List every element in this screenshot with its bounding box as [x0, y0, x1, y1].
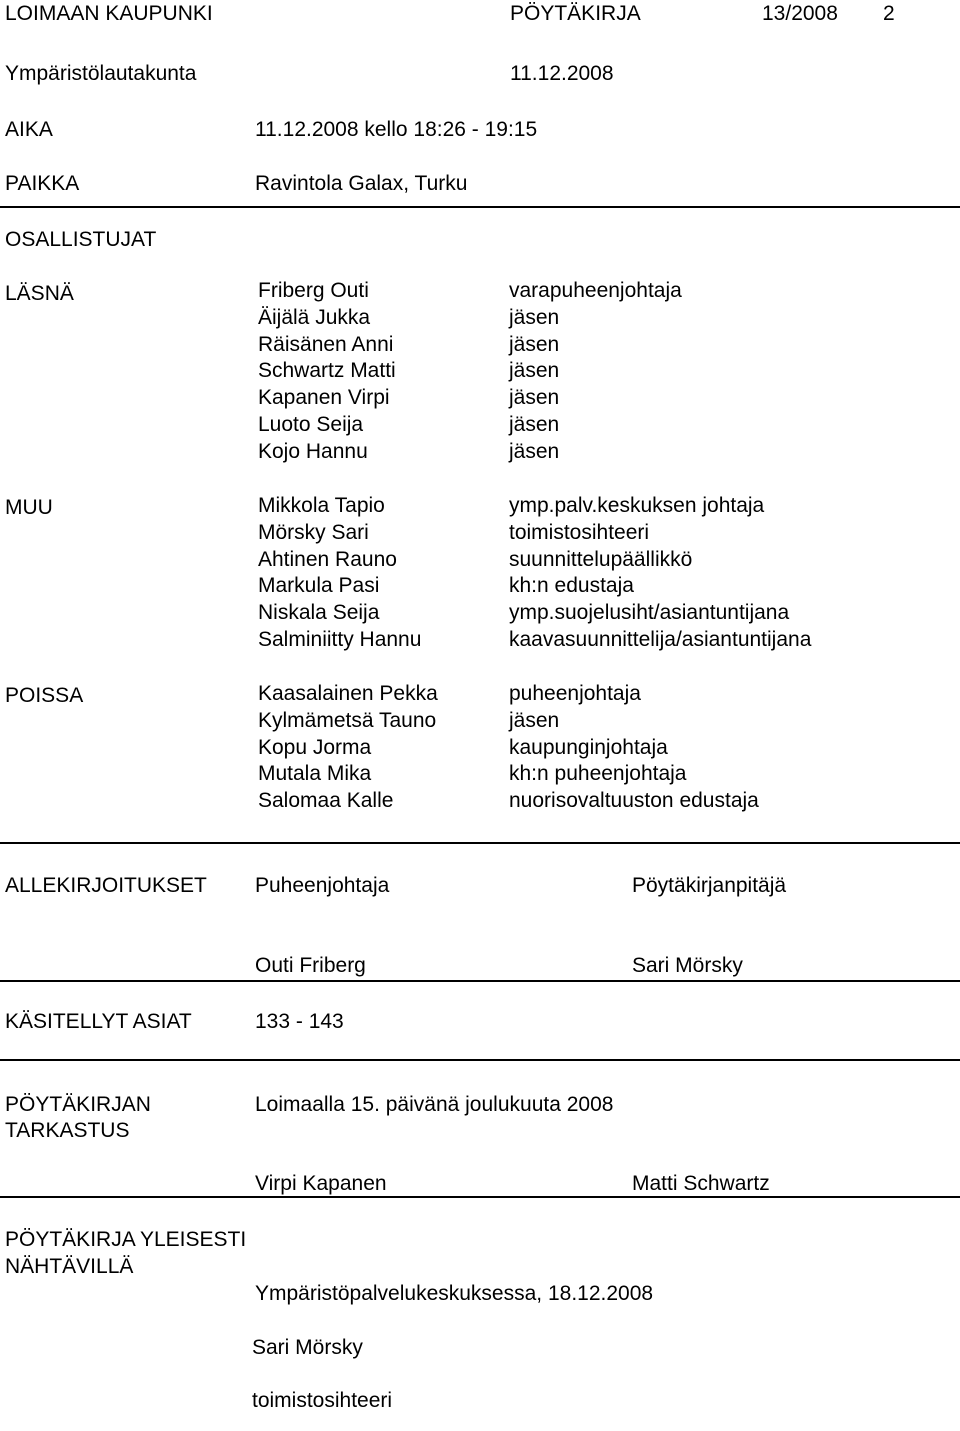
document-number: 13/2008: [762, 2, 838, 25]
public-signer-name: Sari Mörsky: [252, 1336, 363, 1359]
chair-title: Puheenjohtaja: [255, 874, 390, 897]
reviewer-2-name: Matti Schwartz: [632, 1172, 770, 1195]
divider: [0, 1059, 960, 1061]
time-label: AIKA: [5, 118, 53, 141]
participant-role: kaavasuunnittelija/asiantuntijana: [509, 627, 812, 651]
public-signer-title: toimistosihteeri: [252, 1389, 393, 1412]
participant-name: Kylmämetsä Tauno: [258, 708, 437, 732]
secretary-name: Sari Mörsky: [632, 954, 743, 977]
participant-role: jäsen: [509, 305, 560, 329]
participant-name: Äijälä Jukka: [258, 305, 371, 329]
participant-role: suunnittelupäällikkö: [509, 547, 693, 571]
participant-role: kaupunginjohtaja: [509, 735, 668, 759]
participant-role: nuorisovaltuuston edustaja: [509, 789, 759, 813]
participant-name: Schwartz Matti: [258, 359, 396, 383]
participant-role: puheenjohtaja: [509, 682, 641, 705]
participant-name: Markula Pasi: [258, 574, 380, 598]
participant-name: Salomaa Kalle: [258, 789, 394, 813]
divider: [0, 980, 960, 982]
participant-role: toimistosihteeri: [509, 520, 650, 544]
participant-role: kh:n edustaja: [509, 574, 634, 598]
participant-role: jäsen: [509, 412, 560, 436]
other-label: MUU: [5, 496, 53, 519]
present-label: LÄSNÄ: [5, 282, 74, 305]
time-value: 11.12.2008 kello 18:26 - 19:15: [255, 118, 538, 141]
committee-name: Ympäristölautakunta: [5, 62, 197, 85]
chair-name: Outi Friberg: [255, 954, 366, 977]
divider: [0, 1196, 960, 1198]
participant-role: jäsen: [509, 439, 560, 463]
divider: [0, 206, 960, 208]
absent-label: POISSA: [5, 684, 84, 707]
meeting-date: 11.12.2008: [510, 62, 614, 85]
participant-name: Mikkola Tapio: [258, 494, 385, 517]
place-value: Ravintola Galax, Turku: [255, 172, 468, 195]
review-place-date: Loimaalla 15. päivänä joulukuuta 2008: [255, 1093, 614, 1116]
participant-name: Räisänen Anni: [258, 332, 394, 356]
participant-role: jäsen: [509, 708, 560, 732]
city-name: LOIMAAN KAUPUNKI: [5, 2, 213, 25]
participant-name: Ahtinen Rauno: [258, 547, 397, 571]
participant-name: Kopu Jorma: [258, 735, 372, 759]
participant-name: Kapanen Virpi: [258, 386, 390, 410]
secretary-title: Pöytäkirjanpitäjä: [632, 874, 787, 897]
participant-name: Mutala Mika: [258, 762, 372, 786]
participant-role: jäsen: [509, 386, 560, 410]
document-type: PÖYTÄKIRJA: [510, 2, 641, 25]
participant-role: ymp.palv.keskuksen johtaja: [509, 494, 765, 517]
items-label: KÄSITELLYT ASIAT: [5, 1010, 192, 1033]
participant-name: Niskala Seija: [258, 601, 380, 625]
divider: [0, 842, 960, 844]
reviewer-1-name: Virpi Kapanen: [255, 1172, 387, 1195]
review-label-line1: PÖYTÄKIRJAN: [5, 1093, 151, 1116]
page-number: 2: [883, 2, 895, 25]
items-value: 133 - 143: [255, 1010, 344, 1033]
participant-name: Kaasalainen Pekka: [258, 682, 438, 705]
review-label-line2: TARKASTUS: [5, 1119, 130, 1142]
participant-name: Friberg Outi: [258, 279, 369, 302]
participant-role: kh:n puheenjohtaja: [509, 762, 687, 786]
participant-name: Luoto Seija: [258, 412, 364, 436]
public-label-line2: NÄHTÄVILLÄ: [5, 1255, 134, 1278]
signatures-label: ALLEKIRJOITUKSET: [5, 874, 207, 897]
public-label-line1: PÖYTÄKIRJA YLEISESTI: [5, 1228, 247, 1251]
participant-name: Kojo Hannu: [258, 439, 368, 463]
participant-role: jäsen: [509, 332, 560, 356]
participant-name: Salminiitty Hannu: [258, 627, 422, 651]
participant-role: ymp.suojelusiht/asiantuntijana: [509, 601, 790, 625]
participant-role: varapuheenjohtaja: [509, 279, 682, 302]
participant-name: Mörsky Sari: [258, 520, 369, 544]
participants-heading: OSALLISTUJAT: [5, 228, 157, 251]
participant-role: jäsen: [509, 359, 560, 383]
place-label: PAIKKA: [5, 172, 80, 195]
public-place-date: Ympäristöpalvelukeskuksessa, 18.12.2008: [255, 1282, 654, 1305]
